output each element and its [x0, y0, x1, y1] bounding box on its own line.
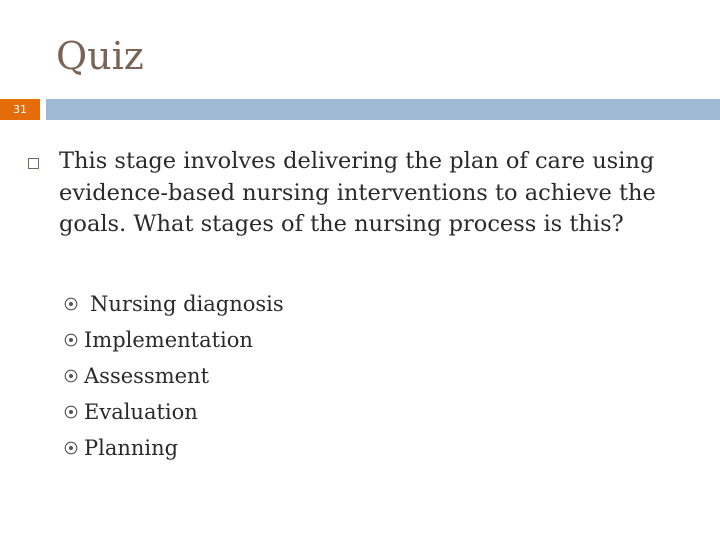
circled-dot-icon — [64, 405, 78, 419]
circled-dot-icon — [64, 333, 78, 347]
question-text: This stage involves delivering the plan of care using evidence-based nursing interventions to achieve the goals. What stages of the nursing process is this? — [59, 148, 656, 237]
answer-option-label: Implementation — [84, 328, 253, 352]
circled-dot-icon — [64, 369, 78, 383]
slide-title: Quiz — [56, 34, 144, 78]
answer-option-label: Planning — [84, 436, 179, 460]
header-bar — [46, 99, 720, 120]
circled-dot-icon — [64, 297, 78, 311]
answer-option-label: Nursing diagnosis — [90, 292, 284, 316]
circled-dot-icon — [64, 441, 78, 455]
answer-option-label: Assessment — [84, 364, 210, 388]
square-bullet-icon — [28, 158, 39, 169]
slide-number: 31 — [13, 103, 27, 116]
slide-number-badge — [0, 99, 40, 120]
answer-option-label: Evaluation — [84, 400, 198, 424]
